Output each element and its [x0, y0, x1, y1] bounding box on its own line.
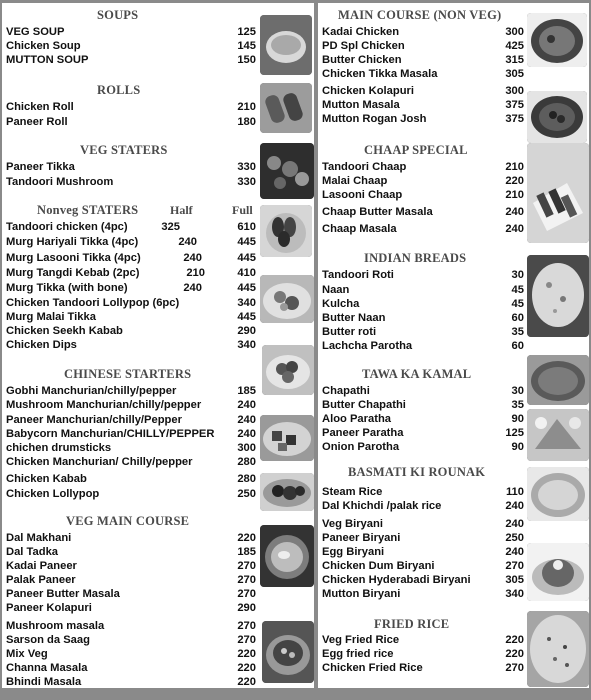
menu-item: Veg Fried Rice — [322, 634, 400, 646]
rice-photo — [527, 467, 589, 521]
menu-price: 270 — [237, 588, 256, 600]
naan-photo — [527, 255, 589, 337]
menu-item: Murg Malai Tikka — [6, 311, 96, 323]
biryani-photo — [527, 543, 589, 601]
menu-price: 270 — [237, 560, 256, 572]
menu-price: 300 — [237, 442, 256, 454]
nonveg-staters-title: Nonveg STATERS — [37, 203, 139, 217]
menu-item: Channa Masala — [6, 662, 88, 674]
menu-item: Aloo Paratha — [322, 413, 392, 425]
menu-price: 220 — [237, 662, 256, 674]
left-menu-column — [2, 3, 314, 688]
menu-item: Paneer Biryani — [322, 532, 401, 544]
kebab-platter-photo — [260, 275, 314, 323]
menu-price: 240 — [505, 500, 524, 512]
menu-item: Lasooni Chaap — [322, 189, 403, 201]
menu-item: Tandoori chicken (4pc) — [6, 221, 128, 233]
menu-price: 220 — [237, 532, 256, 544]
menu-price: 90 — [511, 441, 524, 453]
menu-price: 240 — [505, 206, 524, 218]
menu-price: 315 — [505, 54, 524, 66]
menu-item: chichen drumsticks — [6, 442, 112, 454]
menu-item: Chicken Dips — [6, 339, 77, 351]
menu-item: Mutton Rogan Josh — [322, 113, 427, 125]
soups-title: SOUPS — [97, 8, 139, 22]
right-menu-column — [318, 3, 589, 688]
menu-item: Paneer Roll — [6, 116, 68, 128]
veg-main-course-title: VEG MAIN COURSE — [66, 514, 190, 528]
menu-price: 240 — [237, 428, 256, 440]
menu-item: Butter Chapathi — [322, 399, 406, 411]
half-price: 240 — [183, 282, 202, 294]
menu-price: 210 — [505, 189, 524, 201]
menu-price: 240 — [237, 414, 256, 426]
chaap-photo — [527, 143, 589, 243]
menu-item: Chaap Masala — [322, 223, 397, 235]
menu-price: 330 — [237, 161, 256, 173]
menu-item: Chicken Tikka Masala — [322, 68, 438, 80]
menu-item: Dal Khichdi /palak rice — [322, 500, 442, 512]
chilly-chicken-photo — [260, 415, 314, 461]
menu-item: Malai Chaap — [322, 175, 388, 187]
menu-price: 250 — [237, 488, 256, 500]
menu-item: Chicken Fried Rice — [322, 662, 423, 674]
menu-item: PD Spl Chicken — [322, 40, 405, 52]
menu-item: Lachcha Parotha — [322, 340, 413, 352]
menu-item: Murg Tikka (with bone) — [6, 282, 128, 294]
full-price: 445 — [237, 252, 256, 264]
full-price: 445 — [237, 311, 256, 323]
menu-price: 330 — [237, 176, 256, 188]
menu-item: Dal Makhani — [6, 532, 72, 544]
menu-price: 305 — [505, 574, 524, 586]
menu-price: 280 — [237, 473, 256, 485]
basmati-ki-rounak-title: BASMATI KI ROUNAK — [348, 465, 486, 479]
menu-item: Paneer Butter Masala — [6, 588, 120, 600]
menu-price: 60 — [511, 312, 524, 324]
half-price: 210 — [186, 267, 205, 279]
soup-photo — [260, 15, 312, 75]
menu-item: Mutton Masala — [322, 99, 400, 111]
tawa-ka-kamal-title: TAWA KA KAMAL — [362, 367, 472, 381]
menu-item: Veg Biryani — [322, 518, 383, 530]
main-course-nonveg-title: MAIN COURSE (NON VEG) — [338, 8, 502, 22]
menu-item: Paneer Paratha — [322, 427, 404, 439]
menu-item: Egg Biryani — [322, 546, 385, 558]
menu-item: Kadai Chicken — [322, 26, 400, 38]
menu-price: 145 — [237, 40, 256, 52]
menu-price: 270 — [505, 662, 524, 674]
stuffed-paratha-photo — [527, 409, 589, 461]
menu-item: Steam Rice — [322, 486, 383, 498]
manchurian-photo — [262, 345, 314, 395]
menu-price: 270 — [237, 574, 256, 586]
menu-price: 220 — [505, 648, 524, 660]
menu-item: Onion Parotha — [322, 441, 400, 453]
menu-price: 185 — [237, 385, 256, 397]
menu-price: 300 — [505, 85, 524, 97]
menu-item: Dal Tadka — [6, 546, 59, 558]
menu-item: Sarson da Saag — [6, 634, 90, 646]
menu-price: 240 — [505, 518, 524, 530]
menu-item: Chicken Kabab — [6, 473, 87, 485]
menu-item: MUTTON SOUP — [6, 54, 89, 66]
full-price: 445 — [237, 282, 256, 294]
menu-item: Chicken Roll — [6, 101, 74, 113]
menu-item: Paneer Kolapuri — [6, 602, 92, 614]
full-price: 340 — [237, 339, 256, 351]
menu-item: Gobhi Manchurian/chilly/pepper — [6, 385, 177, 397]
menu-price: 150 — [237, 54, 256, 66]
kadai-chicken-photo — [527, 13, 587, 67]
menu-price: 250 — [505, 532, 524, 544]
menu-item: Mix Veg — [6, 648, 48, 660]
full-price: 410 — [237, 267, 256, 279]
menu-price: 220 — [505, 634, 524, 646]
menu-item: Chaap Butter Masala — [322, 206, 433, 218]
menu-price: 45 — [511, 298, 524, 310]
menu-price: 375 — [505, 113, 524, 125]
menu-price: 425 — [505, 40, 524, 52]
menu-price: 240 — [505, 546, 524, 558]
menu-item: Chicken Kolapuri — [322, 85, 415, 97]
menu-price: 270 — [237, 620, 256, 632]
menu-price: 240 — [237, 399, 256, 411]
paratha-photo — [527, 355, 589, 405]
menu-price: 210 — [505, 161, 524, 173]
menu-price: 125 — [505, 427, 524, 439]
menu-price: 90 — [511, 413, 524, 425]
menu-item: Chicken Tandoori Lollypop (6pc) — [6, 297, 180, 309]
veg-curry-photo — [262, 621, 314, 683]
menu-price: 240 — [505, 223, 524, 235]
drumsticks-photo — [260, 205, 312, 257]
menu-price: 30 — [511, 385, 524, 397]
menu-price: 185 — [237, 546, 256, 558]
menu-item: Babycorn Manchurian/CHILLY/PEPPER — [6, 428, 215, 440]
menu-item: Mutton Biryani — [322, 588, 401, 600]
veg-staters-title: VEG STATERS — [80, 143, 168, 157]
half-price: 240 — [183, 252, 202, 264]
menu-item: Paneer Tikka — [6, 161, 75, 173]
menu-price: 110 — [505, 486, 524, 498]
menu-item: Chicken Seekh Kabab — [6, 325, 123, 337]
full-price: 290 — [237, 325, 256, 337]
menu-item: Chapathi — [322, 385, 370, 397]
menu-price: 35 — [511, 326, 524, 338]
menu-item: Bhindi Masala — [6, 676, 82, 688]
menu-item: Butter Chicken — [322, 54, 402, 66]
menu-item: Butter Naan — [322, 312, 386, 324]
menu-price: 35 — [511, 399, 524, 411]
half-price: 240 — [178, 236, 197, 248]
menu-item: Chicken Hyderabadi Biryani — [322, 574, 471, 586]
full-label: Full — [232, 203, 253, 217]
menu-item: Paneer Manchurian/chilly/Pepper — [6, 414, 182, 426]
menu-item: Butter roti — [322, 326, 377, 338]
indian-breads-title: INDIAN BREADS — [364, 251, 467, 265]
menu-price: 220 — [237, 648, 256, 660]
menu-price: 60 — [511, 340, 524, 352]
menu-price: 290 — [237, 602, 256, 614]
menu-item: Chicken Manchurian/ Chilly/pepper — [6, 456, 193, 468]
menu-item: Kulcha — [322, 298, 360, 310]
menu-price: 210 — [237, 101, 256, 113]
menu-price: 300 — [505, 26, 524, 38]
paneer-tikka-photo — [260, 143, 314, 199]
half-price: 325 — [161, 221, 180, 233]
menu-price: 280 — [237, 456, 256, 468]
menu-item: VEG SOUP — [6, 26, 65, 38]
menu-price: 220 — [237, 676, 256, 688]
menu-item: Tandoori Roti — [322, 269, 394, 281]
half-label: Half — [170, 203, 193, 217]
rolls-photo — [260, 83, 312, 133]
menu-item: Murg Hariyali Tikka (4pc) — [6, 236, 139, 248]
menu-item: Murg Tangdi Kebab (2pc) — [6, 267, 140, 279]
menu-price: 220 — [505, 175, 524, 187]
mutton-masala-photo — [527, 91, 587, 143]
menu-item: Palak Paneer — [6, 574, 76, 586]
menu-item: Chicken Soup — [6, 40, 81, 52]
menu-item: Naan — [322, 284, 350, 296]
menu-price: 180 — [237, 116, 256, 128]
menu-item: Tandoori Mushroom — [6, 176, 114, 188]
menu-price: 30 — [511, 269, 524, 281]
menu-item: Mushroom masala — [6, 620, 105, 632]
menu-item: Chicken Lollypop — [6, 488, 100, 500]
chaap-special-title: CHAAP SPECIAL — [364, 143, 468, 157]
menu-item: Kadai Paneer — [6, 560, 77, 572]
fried-rice-title: FRIED RICE — [374, 617, 450, 631]
full-price: 445 — [237, 236, 256, 248]
fried-rice-photo — [527, 611, 589, 687]
menu-price: 305 — [505, 68, 524, 80]
menu-price: 270 — [505, 560, 524, 572]
menu-item: Mushroom Manchurian/chilly/pepper — [6, 399, 202, 411]
lollypop-photo — [260, 473, 314, 511]
menu-price: 270 — [237, 634, 256, 646]
menu-item: Tandoori Chaap — [322, 161, 407, 173]
menu-price: 125 — [237, 26, 256, 38]
menu-item: Egg fried rice — [322, 648, 394, 660]
full-price: 610 — [237, 221, 256, 233]
rolls-title: ROLLS — [97, 83, 141, 97]
menu-item: Chicken Dum Biryani — [322, 560, 435, 572]
menu-price: 45 — [511, 284, 524, 296]
menu-price: 340 — [505, 588, 524, 600]
chinese-starters-title: CHINESE STARTERS — [64, 367, 192, 381]
dal-makhani-photo — [260, 525, 314, 587]
full-price: 340 — [237, 297, 256, 309]
menu-price: 375 — [505, 99, 524, 111]
menu-item: Murg Lasooni Tikka (4pc) — [6, 252, 141, 264]
